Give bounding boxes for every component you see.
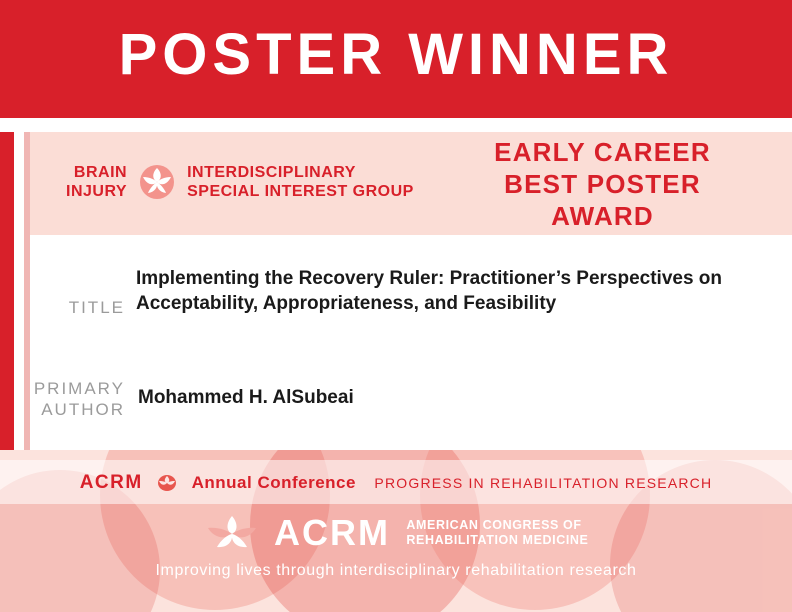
award-line-3: AWARD [551,201,654,231]
conference-line [0,472,792,494]
primary-author-name: Mohammed H. AlSubeai [138,387,354,408]
primary-author-label [28,378,125,420]
award-name [430,136,775,232]
acrm-logo-subtitle-line-1: AMERICAN CONGRESS OF [406,518,582,532]
bisig-special-interest-label: SPECIAL INTEREST GROUP [187,183,414,200]
left-accent-bar [0,132,14,450]
brain-flower-icon [137,163,177,201]
page-title: POSTER WINNER [118,22,674,87]
title-label: TITLE [68,298,125,317]
award-line-2: BEST POSTER [504,169,701,199]
conference-tagline-label: PROGRESS IN REHABILITATION RESEARCH [374,475,713,491]
top-banner [0,0,792,118]
poster-title: Implementing the Recovery Ruler: Practitioner’s Perspectives on Acceptability, Appropriateness, and Feasibility [136,268,723,314]
bisig-brain-label: BRAIN [73,164,128,181]
acrm-logo-subtitle [406,518,588,548]
acrm-flower-icon [204,512,260,554]
bisig-logo [66,163,414,201]
organization-tagline: Improving lives through interdisciplinary rehabilitation research [155,562,637,579]
bisig-logo-left-text [66,163,127,201]
acrm-logo-subtitle-line-2: REHABILITATION MEDICINE [406,533,589,547]
conference-acrm-label: ACRM [79,472,143,493]
primary-author-label-line-1: PRIMARY [33,379,125,398]
bisig-injury-label: INJURY [66,183,128,200]
conference-annual-label: Annual Conference [191,473,356,492]
acrm-logo-text: ACRM [273,512,390,553]
award-line-1: EARLY CAREER [494,137,711,167]
acrm-flower-icon-small [157,474,177,492]
bisig-logo-right-text [187,163,414,201]
bisig-interdisciplinary-label: INTERDISCIPLINARY [187,164,356,181]
primary-author-label-line-2: AUTHOR [41,400,125,419]
acrm-logo [0,512,792,554]
